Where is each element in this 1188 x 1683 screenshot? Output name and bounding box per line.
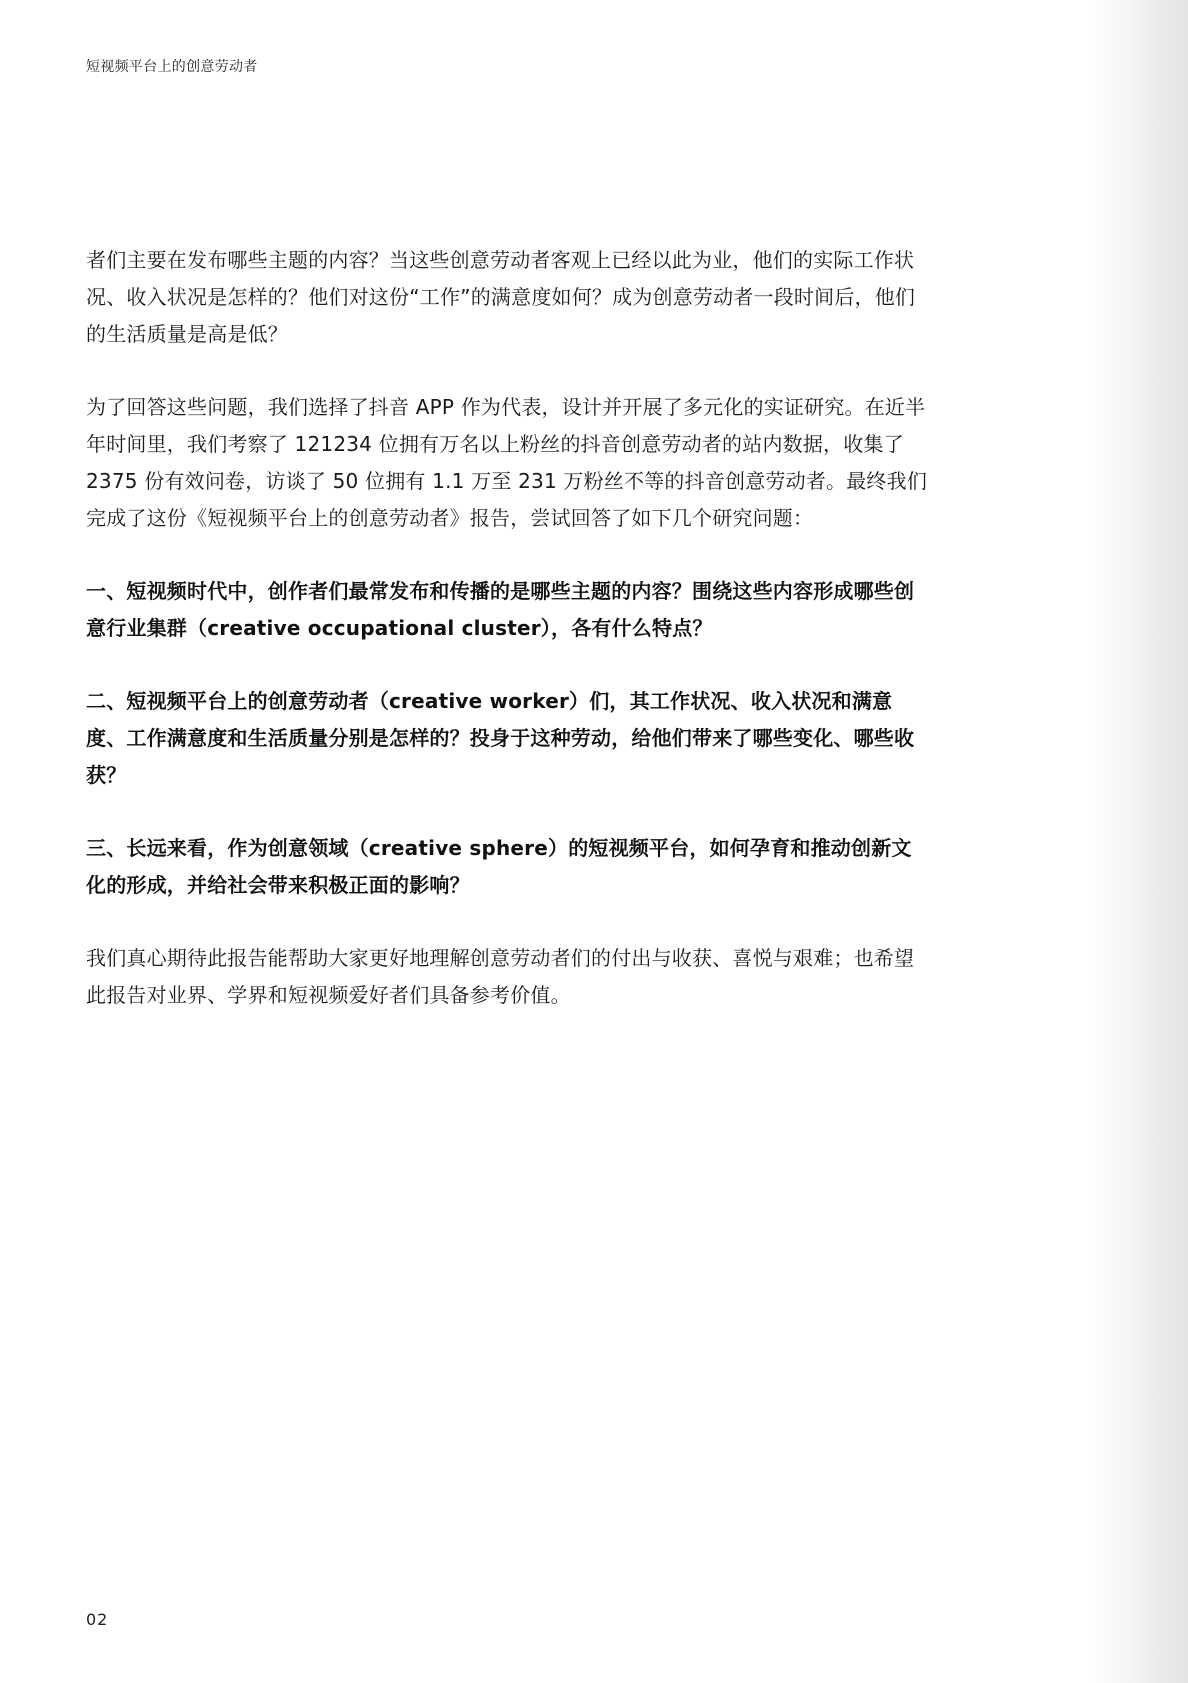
research-question-3: 三、长远来看，作为创意领域（creative sphere）的短视频平台，如何孕育和推动创新文化的形成，并给社会带来积极正面的影响？: [86, 836, 912, 897]
page-edge-shadow: [1088, 0, 1188, 1683]
methodology-paragraph: 为了回答这些问题，我们选择了抖音 APP 作为代表，设计并开展了多元化的实证研究。在近半年时间里，我们考察了 121234 位拥有万名以上粉丝的抖音创意劳动者的站内数据，收集了 2375 份有效问卷，访谈了 50 位拥有 1.1 万至 231 万粉丝不等的抖音创意劳动者。最终我们完成了这份《短视频平台上的创意劳动者》报告，尝试回答了如下几个研究问题：: [86, 395, 928, 530]
report-body: [86, 242, 930, 1050]
running-header: 短视频平台上的创意劳动者: [86, 59, 258, 75]
closing-paragraph: 我们真心期待此报告能帮助大家更好地理解创意劳动者们的付出与收获、喜悦与艰难；也希望此报告对业界、学界和短视频爱好者们具备参考价值。: [86, 946, 915, 1007]
intro-paragraph-continued: 者们主要在发布哪些主题的内容？当这些创意劳动者客观上已经以此为业，他们的实际工作状况、收入状况是怎样的？他们对这份“工作”的满意度如何？成为创意劳动者一段时间后，他们的生活质量是高是低？: [86, 248, 916, 346]
research-question-1: 一、短视频时代中，创作者们最常发布和传播的是哪些主题的内容？围绕这些内容形成哪些创意行业集群（creative occupational cluster），各有什么特点？: [86, 579, 915, 640]
research-question-2: 二、短视频平台上的创意劳动者（creative worker）们，其工作状况、收入状况和满意度、工作满意度和生活质量分别是怎样的？投身于这种劳动，给他们带来了哪些变化、哪些收获？: [86, 689, 915, 787]
page-number: 02: [86, 1610, 109, 1629]
